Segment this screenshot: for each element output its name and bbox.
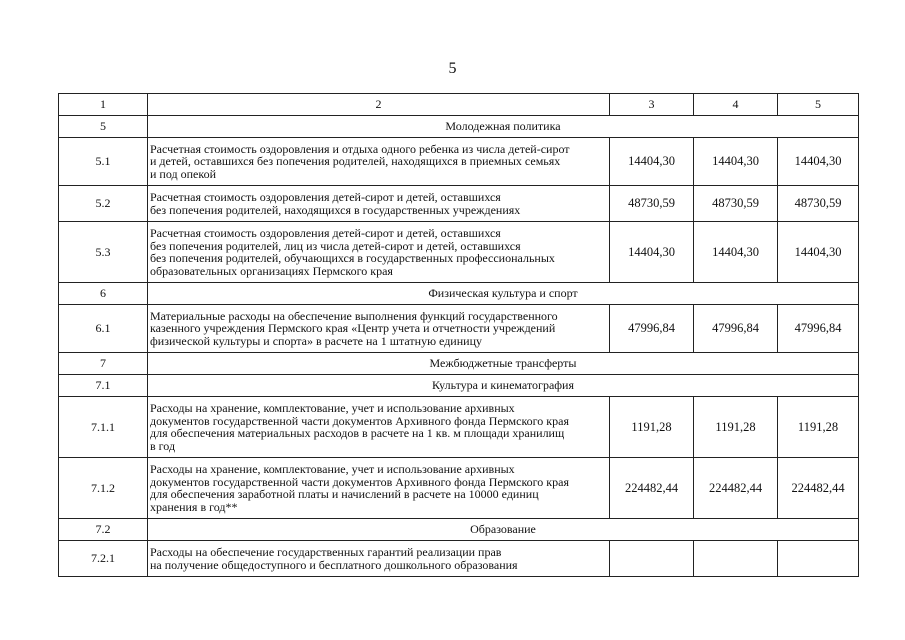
section-title: Физическая культура и спорт: [148, 283, 859, 305]
row-description: [148, 397, 610, 458]
section-code: 7.1: [59, 375, 148, 397]
value-col-5: 224482,44: [778, 458, 859, 519]
table-row: [59, 305, 859, 353]
section-title: Культура и кинематография: [148, 375, 859, 397]
section-code: 6: [59, 283, 148, 305]
description-line: Расчетная стоимость оздоровления и отдыха одного ребенка из числа детей-сирот: [150, 141, 570, 156]
header-col-3: 3: [610, 94, 694, 116]
description-line: на получение общедоступного и бесплатного дошкольного образования: [150, 557, 518, 572]
header-col-1: 1: [59, 94, 148, 116]
description-line: физической культуры и спорта» в расчете на 1 штатную единицу: [150, 333, 482, 348]
description-line: без попечения родителей, обучающихся в государственных профессиональных: [150, 251, 555, 265]
value-col-3: 224482,44: [610, 458, 694, 519]
value-col-3: 14404,30: [610, 222, 694, 283]
header-col-4: 4: [694, 94, 778, 116]
section-row: [59, 375, 859, 397]
value-col-4: 14404,30: [694, 138, 778, 186]
description-line: казенного учреждения Пермского края «Центр учета и отчетности учреждений: [150, 321, 556, 336]
value-col-5: [778, 541, 859, 577]
row-code: 7.1.1: [59, 397, 148, 458]
section-title: Молодежная политика: [148, 116, 859, 138]
section-code: 5: [59, 116, 148, 138]
row-code: 5.1: [59, 138, 148, 186]
description-line: Расходы на хранение, комплектование, учет и использование архивных: [150, 462, 515, 476]
description-line: для обеспечения заработной платы и начислений в расчете на 10000 единиц: [150, 487, 539, 501]
row-description: [148, 541, 610, 577]
section-code: 7.2: [59, 519, 148, 541]
value-col-3: [610, 541, 694, 577]
section-title: Образование: [148, 519, 859, 541]
value-col-5: 1191,28: [778, 397, 859, 458]
section-row: [59, 519, 859, 541]
value-col-4: 14404,30: [694, 222, 778, 283]
page-number: 5: [448, 60, 457, 77]
row-description: [148, 186, 610, 222]
value-col-4: 48730,59: [694, 186, 778, 222]
description-line: в год: [150, 438, 176, 453]
value-col-3: 47996,84: [610, 305, 694, 353]
row-description: [148, 305, 610, 353]
description-line: Расходы на хранение, комплектование, учет и использование архивных: [150, 401, 515, 415]
description-line: Расчетная стоимость оздоровления детей-сирот и детей, оставшихся: [150, 190, 501, 204]
value-col-4: [694, 541, 778, 577]
description-line: и под опекой: [150, 166, 216, 181]
section-row: [59, 283, 859, 305]
value-col-4: 224482,44: [694, 458, 778, 519]
value-col-5: 48730,59: [778, 186, 859, 222]
row-code: 6.1: [59, 305, 148, 353]
value-col-4: 47996,84: [694, 305, 778, 353]
cost-table: [58, 93, 859, 577]
row-description: [148, 458, 610, 519]
description-line: для обеспечения материальных расходов в расчете на 1 кв. м площади хранилищ: [150, 426, 565, 440]
description-line: хранения в год**: [150, 499, 238, 514]
description-line: Расходы на обеспечение государственных гарантий реализации прав: [150, 545, 502, 559]
table-row: [59, 541, 859, 577]
value-col-5: 14404,30: [778, 138, 859, 186]
header-col-2: 2: [148, 94, 610, 116]
description-line: без попечения родителей, лиц из числа детей-сирот и детей, оставшихся: [150, 238, 521, 253]
value-col-5: 47996,84: [778, 305, 859, 353]
row-description: [148, 138, 610, 186]
section-row: [59, 116, 859, 138]
value-col-3: 14404,30: [610, 138, 694, 186]
value-col-4: 1191,28: [694, 397, 778, 458]
table-row: [59, 138, 859, 186]
description-line: без попечения родителей, находящихся в государственных учреждениях: [150, 202, 521, 217]
section-code: 7: [59, 353, 148, 375]
table-row: [59, 458, 859, 519]
table-row: [59, 222, 859, 283]
row-description: [148, 222, 610, 283]
section-row: [59, 353, 859, 375]
value-col-3: 48730,59: [610, 186, 694, 222]
table-row: [59, 186, 859, 222]
table-row: [59, 397, 859, 458]
value-col-5: 14404,30: [778, 222, 859, 283]
description-line: и детей, оставшихся без попечения родителей, находящихся в приемных семьях: [150, 154, 561, 169]
row-code: 5.2: [59, 186, 148, 222]
description-line: документов государственной части документов Архивного фонда Пермского края: [150, 474, 569, 489]
header-col-5: 5: [778, 94, 859, 116]
row-code: 7.1.2: [59, 458, 148, 519]
description-line: Материальные расходы на обеспечение выполнения функций государственного: [150, 308, 558, 323]
section-title: Межбюджетные трансферты: [148, 353, 859, 375]
value-col-3: 1191,28: [610, 397, 694, 458]
row-code: 7.2.1: [59, 541, 148, 577]
table-header-row: [59, 94, 859, 116]
description-line: образовательных организациях Пермского края: [150, 263, 393, 278]
description-line: документов государственной части документов Архивного фонда Пермского края: [150, 413, 569, 428]
description-line: Расчетная стоимость оздоровления детей-сирот и детей, оставшихся: [150, 226, 501, 240]
row-code: 5.3: [59, 222, 148, 283]
